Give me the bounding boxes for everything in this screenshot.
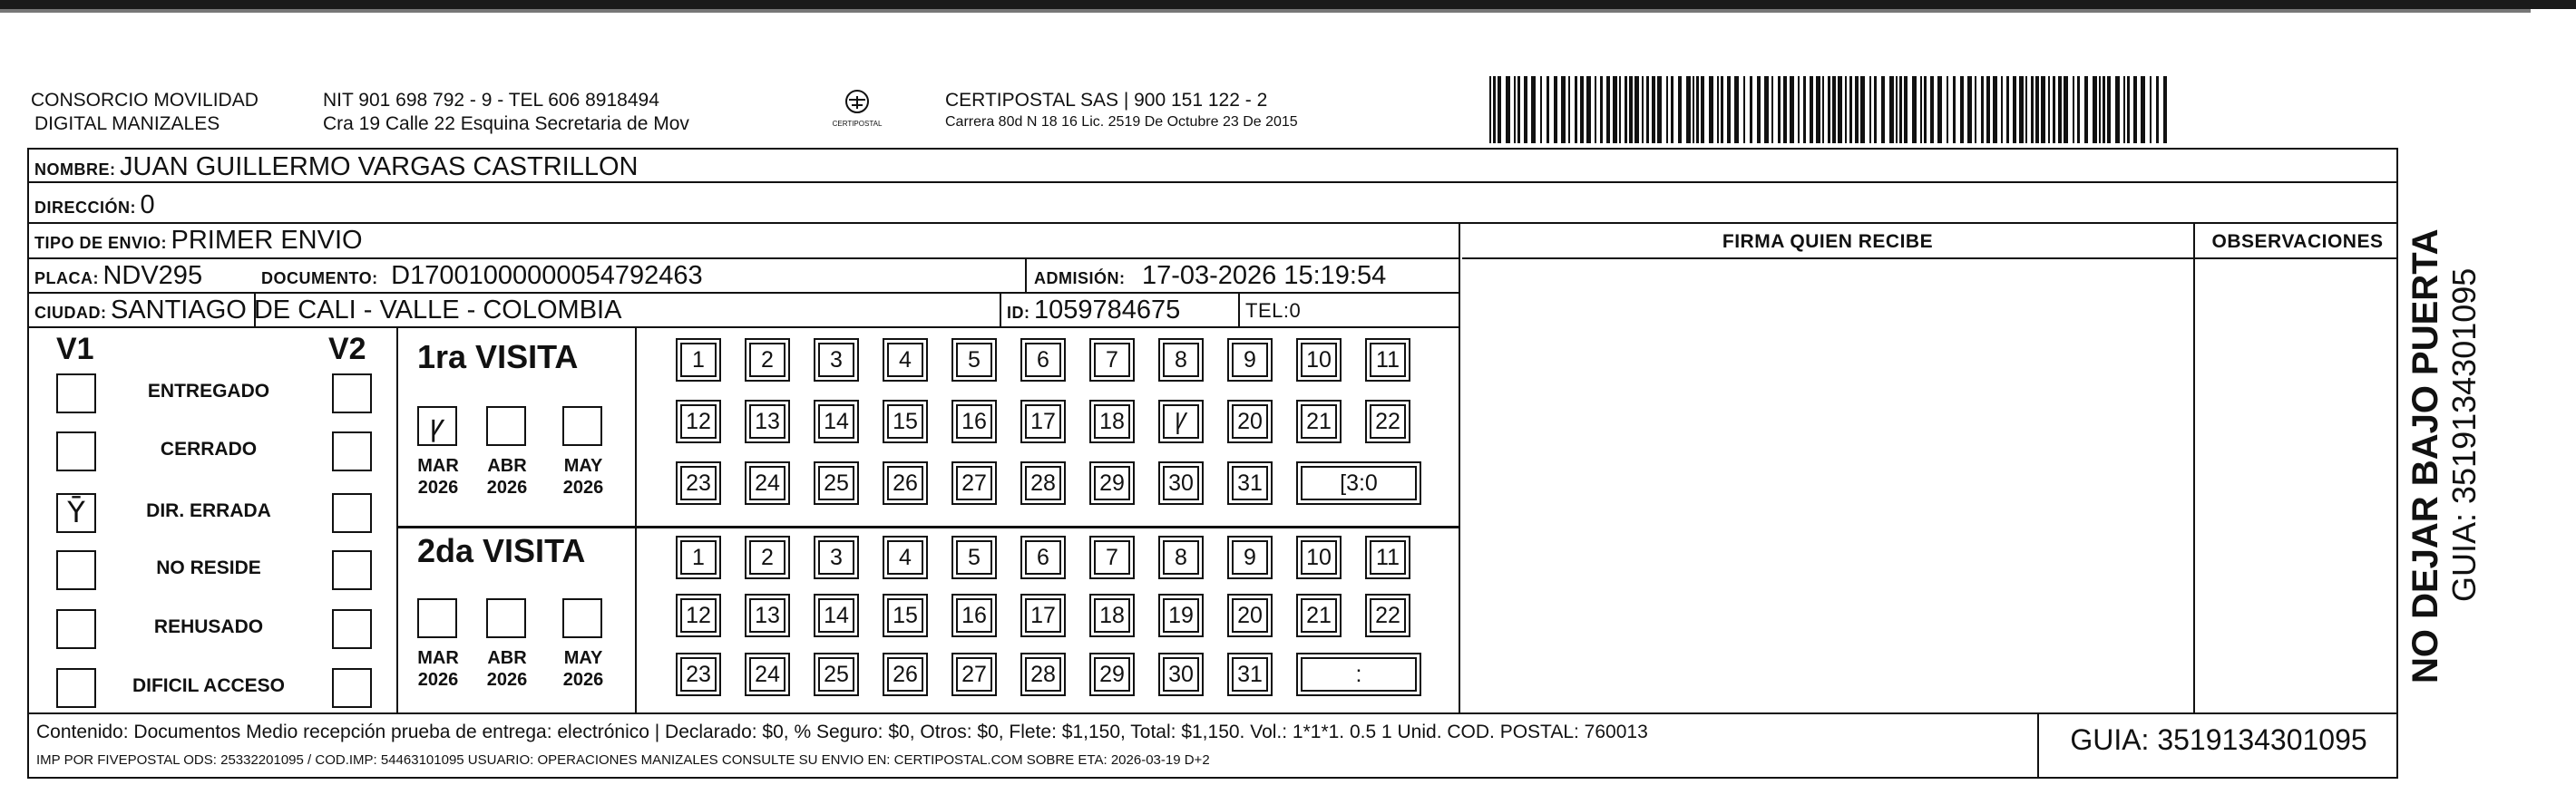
sep-firma	[1459, 222, 1460, 712]
time-box[interactable]: [3:0	[1301, 466, 1417, 500]
top-border-shadow	[0, 9, 2531, 13]
tipo-envio-value: PRIMER ENVIO	[171, 226, 363, 255]
barcode-bar	[1727, 76, 1731, 143]
day-box[interactable]: 8	[1163, 343, 1199, 377]
logo-text: CERTIPOSTAL	[832, 120, 883, 128]
barcode-bar	[1912, 76, 1917, 143]
day-box[interactable]: 24	[749, 657, 785, 692]
day-box[interactable]: 6	[1025, 343, 1061, 377]
barcode-bar	[1629, 76, 1633, 143]
barcode-bar	[2053, 76, 2055, 143]
month-checkbox[interactable]	[486, 598, 526, 638]
company-name	[31, 89, 259, 136]
barcode-bar	[1540, 76, 1542, 143]
company-info	[323, 89, 689, 136]
barcode-bar	[1869, 76, 1871, 143]
barcode-bar	[1838, 76, 1842, 143]
barcode-bar	[2127, 76, 2130, 143]
barcode-bar	[1860, 76, 1865, 143]
barcode-bar	[2019, 76, 2024, 143]
company-line-1: CONSORCIO MOVILIDAD	[31, 90, 259, 111]
barcode-bar	[1524, 76, 1527, 143]
day-box[interactable]: 27	[956, 466, 992, 500]
barcode-bar	[1600, 76, 1603, 143]
month-label	[406, 647, 470, 691]
month-label	[475, 647, 539, 691]
day-box-marked[interactable]: Ꝩ	[1163, 404, 1199, 439]
sep-admision	[1025, 257, 1027, 292]
barcode-bar	[2048, 76, 2050, 143]
placa-cell	[34, 261, 202, 291]
month-label	[551, 647, 615, 691]
barcode-bar	[1930, 76, 1934, 143]
month-year: 2026	[486, 670, 528, 690]
day-box[interactable]: 17	[1025, 598, 1061, 633]
barcode-bar	[1967, 76, 1972, 143]
day-box[interactable]: 4	[887, 540, 923, 575]
v1-checkbox[interactable]	[56, 493, 96, 533]
barcode-bar	[1514, 76, 1516, 143]
barcode-bar	[1625, 76, 1627, 143]
day-box[interactable]: 18	[1094, 404, 1130, 439]
certipostal-logo	[829, 87, 885, 138]
sep-obs	[2193, 222, 2195, 712]
direccion-label: DIRECCIÓN:	[34, 199, 136, 217]
first-visit-title: 1ra VISITA	[417, 338, 579, 375]
barcode-bar	[1657, 76, 1662, 143]
id-cell	[1007, 296, 1180, 325]
ciudad-value: SANTIAGO DE CALI - VALLE - COLOMBIA	[110, 296, 622, 325]
barcode-bar	[2013, 76, 2016, 143]
ciudad-cell	[34, 296, 621, 325]
day-box[interactable]: 26	[887, 466, 923, 500]
month-name: ABR	[487, 648, 527, 668]
address-line: Cra 19 Calle 22 Esquina Secretaria de Mov	[323, 113, 689, 134]
month-name: MAY	[563, 648, 603, 668]
month-label	[551, 455, 615, 499]
day-box[interactable]: 25	[818, 466, 854, 500]
v1-checkbox[interactable]	[56, 609, 96, 649]
v2-checkbox[interactable]	[332, 550, 372, 590]
barcode-bar	[2058, 76, 2062, 143]
day-box[interactable]: 30	[1163, 466, 1199, 500]
month-checkbox[interactable]	[562, 598, 602, 638]
status-label: DIFICIL ACCESO	[132, 675, 285, 696]
month-label	[406, 455, 470, 499]
sep-status	[396, 326, 398, 712]
barcode-bar	[1634, 76, 1639, 143]
day-box[interactable]: 12	[680, 598, 717, 633]
barcode-bar	[1771, 76, 1773, 143]
day-box[interactable]: 3	[818, 343, 854, 377]
day-box[interactable]: 16	[956, 598, 992, 633]
month-checkbox[interactable]	[562, 406, 602, 446]
barcode-bar	[1693, 76, 1694, 143]
barcode-bar	[1845, 76, 1847, 143]
barcode-bar	[1855, 76, 1859, 143]
imp-line: IMP POR FIVEPOSTAL ODS: 25332201095 / COD.IMP: 54463101095 USUARIO: OPERACIONES MANIZALES CONSULTE SU ENVIO EN: CERTIPOSTAL.COM SOBRE ETA: 2026-03-19 D+2	[36, 752, 1210, 768]
month-year: 2026	[417, 478, 459, 498]
day-box[interactable]: 12	[680, 404, 717, 439]
carrier-line: CERTIPOSTAL SAS | 900 151 122 - 2	[945, 90, 1268, 111]
documento-label: DOCUMENTO:	[261, 269, 378, 287]
barcode-bar	[1828, 76, 1830, 143]
v2-label: V2	[328, 332, 366, 366]
footer-guia: GUIA: 3519134301095	[2070, 723, 2367, 756]
barcode-bar	[1790, 76, 1794, 143]
barcode-bar	[1517, 76, 1520, 143]
day-box[interactable]: 3	[818, 540, 854, 575]
month-checkbox[interactable]	[417, 598, 457, 638]
v2-checkbox[interactable]	[332, 493, 372, 533]
day-box[interactable]: 29	[1094, 466, 1130, 500]
barcode-bar	[2064, 76, 2068, 143]
barcode-bar	[2031, 76, 2034, 143]
observaciones-header: OBSERVACIONES	[2211, 231, 2384, 252]
day-box[interactable]: 7	[1094, 540, 1130, 575]
status-label: CERRADO	[160, 439, 258, 460]
day-box[interactable]: 27	[956, 657, 992, 692]
v1-checkbox[interactable]	[56, 550, 96, 590]
rule-3	[27, 257, 1460, 259]
id-value: 1059784675	[1033, 296, 1181, 325]
v2-checkbox[interactable]	[332, 431, 372, 471]
barcode-bar	[1947, 76, 1948, 143]
day-box[interactable]: 13	[749, 598, 785, 633]
barcode-bar	[2107, 76, 2111, 143]
month-checkbox[interactable]	[417, 406, 457, 446]
day-box[interactable]: 10	[1301, 343, 1337, 377]
day-box[interactable]: 10	[1301, 540, 1337, 575]
barcode-bar	[2115, 76, 2120, 143]
barcode-bar	[1489, 76, 1491, 143]
barcode-bar	[1849, 76, 1852, 143]
admision-value: 17-03-2026 15:19:54	[1141, 261, 1387, 290]
second-visit-title: 2da VISITA	[417, 532, 586, 569]
barcode-bar	[1874, 76, 1877, 143]
day-box[interactable]: 5	[956, 343, 992, 377]
documento-value: D17001000000054792463	[391, 261, 703, 290]
day-box[interactable]: 5	[956, 540, 992, 575]
carrier-info	[945, 89, 1298, 131]
day-box[interactable]: 23	[680, 657, 717, 692]
rule-2	[27, 222, 2398, 224]
barcode-bar	[1881, 76, 1885, 143]
time-box[interactable]: :	[1301, 657, 1417, 692]
barcode-bar	[1734, 76, 1739, 143]
barcode-bar	[1798, 76, 1800, 143]
nombre-label: NOMBRE:	[34, 160, 116, 179]
contenido-line: Contenido: Documentos Medio recepción prueba de entrega: electrónico | Declarado: $0, % Seguro: $0, Otros: $0, Flete: $1,150, Total: $1,150. Vol.: 1*1*1. 0.5 1 Unid. COD. POSTAL: 760013	[36, 722, 1648, 742]
month-year: 2026	[486, 478, 528, 498]
barcode-bar	[1493, 76, 1496, 143]
barcode-bar	[1696, 76, 1699, 143]
barcode-bar	[1586, 76, 1591, 143]
barcode-bar	[1642, 76, 1644, 143]
month-name: ABR	[487, 456, 527, 476]
admision-cell	[1034, 261, 1386, 291]
barcode-bar	[1981, 76, 1984, 143]
barcode-bar	[1678, 76, 1682, 143]
day-box[interactable]: 13	[749, 404, 785, 439]
status-label: NO RESIDE	[156, 557, 261, 578]
month-year: 2026	[417, 670, 459, 690]
day-box[interactable]: 9	[1232, 540, 1268, 575]
nombre-value: JUAN GUILLERMO VARGAS CASTRILLON	[119, 152, 639, 181]
barcode-bar	[1889, 76, 1894, 143]
month-label	[475, 455, 539, 499]
month-year: 2026	[562, 478, 604, 498]
day-box[interactable]: 17	[1025, 404, 1061, 439]
day-box[interactable]: 21	[1301, 404, 1337, 439]
day-box[interactable]: 16	[956, 404, 992, 439]
barcode-bar	[1701, 76, 1704, 143]
tipo-envio-row	[34, 226, 363, 256]
barcode-bar	[2077, 76, 2080, 143]
v1-checkbox[interactable]	[56, 668, 96, 708]
signature-area[interactable]	[1462, 259, 2193, 712]
day-box[interactable]: 15	[887, 404, 923, 439]
v1-label: V1	[56, 332, 94, 366]
day-box[interactable]: 1	[680, 343, 717, 377]
no-dejar-bajo-puerta: NO DEJAR BAJO PUERTA	[2405, 228, 2445, 683]
day-box[interactable]: 4	[887, 343, 923, 377]
day-box[interactable]: 31	[1232, 657, 1268, 692]
barcode-bar	[1554, 76, 1557, 143]
barcode-bar	[1717, 76, 1719, 143]
barcode-bar	[1920, 76, 1922, 143]
v1-checkbox[interactable]	[56, 431, 96, 471]
day-box[interactable]: 11	[1370, 540, 1406, 575]
barcode-bar	[1803, 76, 1806, 143]
barcode-bar	[1531, 76, 1536, 143]
barcode-bar	[1924, 76, 1927, 143]
day-box[interactable]: 2	[749, 343, 785, 377]
day-box[interactable]: 28	[1025, 466, 1061, 500]
barcode-bar	[1975, 76, 1976, 143]
barcode-bar	[2150, 76, 2152, 143]
barcode-bar	[1778, 76, 1781, 143]
month-check-mark: ꝩ	[429, 408, 445, 442]
v2-checkbox[interactable]	[332, 609, 372, 649]
barcode-bar	[1652, 76, 1655, 143]
barcode-bar	[1575, 76, 1577, 143]
observations-area[interactable]	[2197, 259, 2398, 712]
tel-value: 0	[1289, 299, 1301, 322]
barcode-bar	[2123, 76, 2125, 143]
barcode-bar	[1896, 76, 1898, 143]
barcode-bar	[1580, 76, 1584, 143]
month-name: MAR	[417, 648, 459, 668]
barcode-bar	[1595, 76, 1596, 143]
v1-checkbox[interactable]	[56, 373, 96, 413]
placa-value: NDV295	[102, 261, 203, 290]
day-box[interactable]: 30	[1163, 657, 1199, 692]
admision-label: ADMISIÓN:	[1034, 269, 1126, 287]
carrier-address: Carrera 80d N 18 16 Lic. 2519 De Octubre 23 De 2015	[945, 114, 1298, 130]
sep-id	[1000, 292, 1001, 326]
barcode-bar	[1568, 76, 1570, 143]
barcode-bar	[1764, 76, 1769, 143]
barcode-bar	[1986, 76, 1990, 143]
barcode-bar	[2084, 76, 2088, 143]
day-box[interactable]: 22	[1370, 598, 1406, 633]
barcode-bar	[1904, 76, 1908, 143]
barcode-bar	[1937, 76, 1942, 143]
sep-visit-rows	[396, 526, 1459, 528]
barcode-bar	[1750, 76, 1752, 143]
barcode-bar	[1709, 76, 1713, 143]
barcode-bar	[1822, 76, 1824, 143]
barcode-bar	[1832, 76, 1836, 143]
barcode-bar	[1619, 76, 1621, 143]
day-box[interactable]: 20	[1232, 598, 1268, 633]
direccion-value: 0	[140, 190, 155, 219]
v2-checkbox[interactable]	[332, 373, 372, 413]
documento-cell	[261, 261, 703, 291]
top-border	[0, 0, 2576, 9]
barcode-bar	[1899, 76, 1902, 143]
day-box[interactable]: 11	[1370, 343, 1406, 377]
status-label: DIR. ERRADA	[146, 500, 271, 521]
barcode-bar	[1721, 76, 1723, 143]
tel-label: TEL:	[1245, 299, 1290, 322]
barcode-bar	[1498, 76, 1501, 143]
day-box[interactable]: 14	[818, 404, 854, 439]
day-box[interactable]: 20	[1232, 404, 1268, 439]
status-label: ENTREGADO	[147, 381, 270, 402]
nombre-row	[34, 152, 639, 182]
barcode-bar	[1816, 76, 1820, 143]
side-guia: GUIA: 3519134301095	[2445, 267, 2483, 602]
firma-header: FIRMA QUIEN RECIBE	[1722, 231, 1934, 252]
barcode-bar	[1666, 76, 1668, 143]
month-year: 2026	[562, 670, 604, 690]
barcode-bar	[2041, 76, 2045, 143]
day-box[interactable]: 6	[1025, 540, 1061, 575]
barcode-bar	[1993, 76, 1997, 143]
barcode-bar	[2025, 76, 2027, 143]
barcode-bar	[1953, 76, 1956, 143]
status-label: REHUSADO	[153, 616, 264, 637]
month-name: MAY	[563, 456, 603, 476]
day-box[interactable]: 24	[749, 466, 785, 500]
tel-cell	[1245, 299, 1301, 323]
barcode-bar	[2001, 76, 2003, 143]
nit-line: NIT 901 698 792 - 9 - TEL 606 8918494	[323, 90, 659, 111]
day-box[interactable]: 23	[680, 466, 717, 500]
barcode-bar	[2133, 76, 2137, 143]
v2-checkbox[interactable]	[332, 668, 372, 708]
rule-5	[27, 326, 1460, 328]
barcode-bar	[1547, 76, 1549, 143]
barcode-bar	[2141, 76, 2145, 143]
v1-check-mark: Ȳ	[67, 495, 85, 529]
company-line-2: DIGITAL MANIZALES	[34, 113, 220, 134]
barcode-bar	[2156, 76, 2159, 143]
month-name: MAR	[417, 456, 459, 476]
barcode-bar	[1810, 76, 1813, 143]
barcode-bar	[2093, 76, 2097, 143]
barcode-bar	[1783, 76, 1787, 143]
barcode-bar	[1606, 76, 1610, 143]
day-box[interactable]: 25	[818, 657, 854, 692]
month-checkbox[interactable]	[486, 406, 526, 446]
day-box[interactable]: 18	[1094, 598, 1130, 633]
day-box[interactable]: 8	[1163, 540, 1199, 575]
barcode-bar	[2163, 76, 2167, 143]
day-box[interactable]: 9	[1232, 343, 1268, 377]
day-box[interactable]: 26	[887, 657, 923, 692]
direccion-row	[34, 190, 155, 220]
barcode	[1489, 76, 2170, 143]
barcode-bar	[1686, 76, 1691, 143]
day-box[interactable]: 31	[1232, 466, 1268, 500]
day-box[interactable]: 19	[1163, 598, 1199, 633]
barcode-bar	[2099, 76, 2101, 143]
tipo-envio-label: TIPO DE ENVIO:	[34, 234, 168, 252]
day-box[interactable]: 15	[887, 598, 923, 633]
id-label: ID:	[1007, 304, 1030, 322]
day-box[interactable]: 21	[1301, 598, 1337, 633]
day-box[interactable]: 2	[749, 540, 785, 575]
barcode-bar	[2006, 76, 2009, 143]
sep-tel	[1238, 292, 1240, 326]
barcode-bar	[1757, 76, 1761, 143]
barcode-bar	[1613, 76, 1617, 143]
day-box[interactable]: 7	[1094, 343, 1130, 377]
barcode-bar	[1506, 76, 1510, 143]
rule-footer	[27, 712, 2398, 714]
placa-label: PLACA:	[34, 269, 99, 287]
barcode-bar	[1743, 76, 1745, 143]
ciudad-label: CIUDAD:	[34, 304, 107, 322]
barcode-bar	[1646, 76, 1649, 143]
day-box[interactable]: 14	[818, 598, 854, 633]
day-box[interactable]: 22	[1370, 404, 1406, 439]
day-box[interactable]: 29	[1094, 657, 1130, 692]
day-box[interactable]: 28	[1025, 657, 1061, 692]
rule-4	[27, 292, 1460, 294]
barcode-bar	[2103, 76, 2105, 143]
barcode-bar	[1960, 76, 1964, 143]
barcode-bar	[1671, 76, 1673, 143]
barcode-bar	[2073, 76, 2074, 143]
barcode-bar	[1561, 76, 1566, 143]
day-box[interactable]: 1	[680, 540, 717, 575]
sep-visits	[635, 326, 637, 712]
barcode-bar	[2035, 76, 2039, 143]
